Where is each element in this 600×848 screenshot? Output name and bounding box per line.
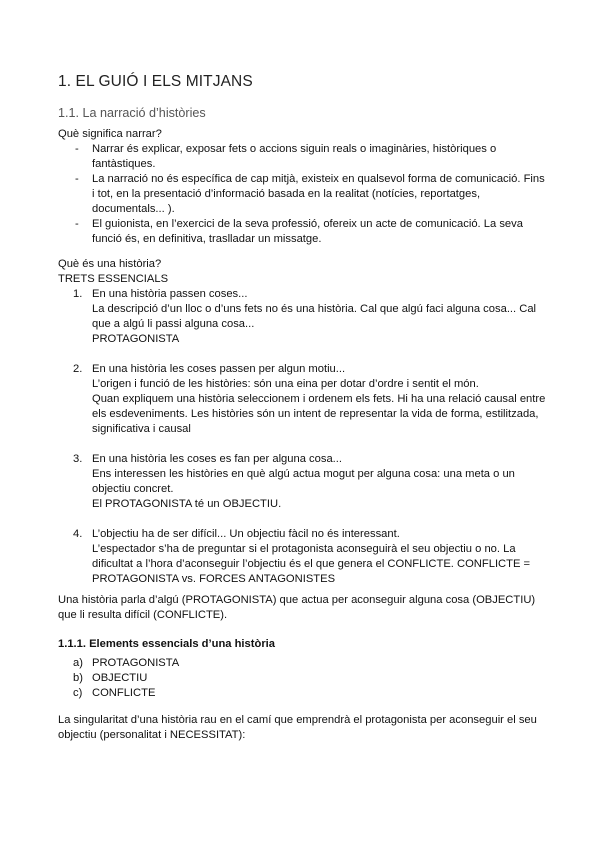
item-line: PROTAGONISTA — [92, 333, 180, 345]
list-marker: c) — [73, 687, 83, 699]
heading-3: 1.1.1. Elements essencials d’una història — [58, 638, 276, 650]
numbered-item-3 — [58, 452, 548, 512]
item-line: Ens interessen les històries en què algú actua mogut per alguna cosa: una meta o un objectiu concret. — [92, 468, 515, 495]
dash-list — [58, 142, 548, 247]
numbered-item-1 — [58, 287, 548, 347]
alpha-item-text: PROTAGONISTA — [92, 657, 180, 669]
alpha-item-text: CONFLICTE — [92, 687, 156, 699]
list-item-text: Narrar és explicar, exposar fets o accions siguin reals o imaginàries, històriques o fantàstiques. — [92, 143, 497, 170]
section-elements — [58, 637, 548, 652]
summary-paragraph — [58, 593, 548, 623]
section-historia — [58, 257, 548, 602]
list-marker: - — [75, 218, 79, 230]
alpha-item — [58, 671, 548, 686]
trets-essencials-label: TRETS ESSENCIALS — [58, 273, 169, 285]
list-marker: 3. — [73, 453, 83, 465]
list-item — [58, 142, 548, 172]
numbered-list — [58, 287, 548, 587]
list-item-text: El guionista, en l’exercici de la seva professió, ofereix un acte de comunicació. La seva funció és, en definitiva, traslladar un missatge. — [92, 218, 523, 245]
numbered-item-2 — [58, 362, 548, 437]
list-item — [58, 172, 548, 217]
question-historia: Què és una història? — [58, 258, 162, 270]
closing-paragraph — [58, 713, 548, 743]
list-marker: 2. — [73, 363, 83, 375]
heading-2: 1.1. La narració d’històries — [58, 106, 206, 120]
alpha-item — [58, 656, 548, 671]
numbered-item-4 — [58, 527, 548, 587]
list-marker: b) — [73, 672, 83, 684]
item-title: En una història passen coses... — [92, 288, 248, 300]
alpha-item-text: OBJECTIU — [92, 672, 148, 684]
item-line: L’espectador s’ha de preguntar si el protagonista aconseguirà el seu objectiu o no. La dificultat a l’hora d’aconseguir l’objectiu és el que genera el CONFLICTE. CONFLICTE = PROTAGONISTA vs. FORCES ANTAGONISTES — [92, 543, 531, 585]
item-line: Quan expliquem una història seleccionem i ordenem els fets. Hi ha una relació causal entre els esdeveniments. Les històries són un intent de representar la vida de forma, estilitzada, significativa i causal — [92, 393, 546, 435]
item-title: En una història les coses es fan per alguna cosa... — [92, 453, 343, 465]
item-line: La descripció d’un lloc o d’uns fets no és una història. Cal que algú faci alguna cosa... Cal que a algú li passi alguna cosa... — [92, 303, 537, 330]
heading-1: 1. EL GUIÓ I ELS MITJANS — [58, 73, 253, 90]
item-title: En una història les coses passen per algun motiu... — [92, 363, 346, 375]
list-marker: a) — [73, 657, 83, 669]
alpha-list — [58, 656, 548, 701]
closing-text: La singularitat d’una història rau en el camí que emprendrà el protagonista per aconseguir el seu objectiu (personalitat i NECESSITAT): — [58, 714, 537, 741]
list-marker: - — [75, 173, 79, 185]
item-line: L’origen i funció de les històries: són una eina per dotar d’ordre i sentit el món. — [92, 378, 479, 390]
item-line: El PROTAGONISTA té un OBJECTIU. — [92, 498, 282, 510]
list-item-text: La narració no és específica de cap mitjà, existeix en qualsevol forma de comunicació. Fins i tot, en la presentació d’informació basada en la realitat (notícies, reportatges, documentals... ). — [92, 173, 545, 215]
list-marker: 1. — [73, 288, 83, 300]
alpha-list-block — [58, 656, 548, 701]
list-marker: 4. — [73, 528, 83, 540]
list-marker: - — [75, 143, 79, 155]
list-item — [58, 217, 548, 247]
section-narrar — [58, 127, 548, 247]
question-narrar: Què significa narrar? — [58, 128, 162, 140]
item-title: L’objectiu ha de ser difícil... Un objectiu fàcil no és interessant. — [92, 528, 400, 540]
summary-text: Una història parla d’algú (PROTAGONISTA) que actua per aconseguir alguna cosa (OBJECTIU) que li resulta difícil (CONFLICTE). — [58, 594, 536, 621]
alpha-item — [58, 686, 548, 701]
